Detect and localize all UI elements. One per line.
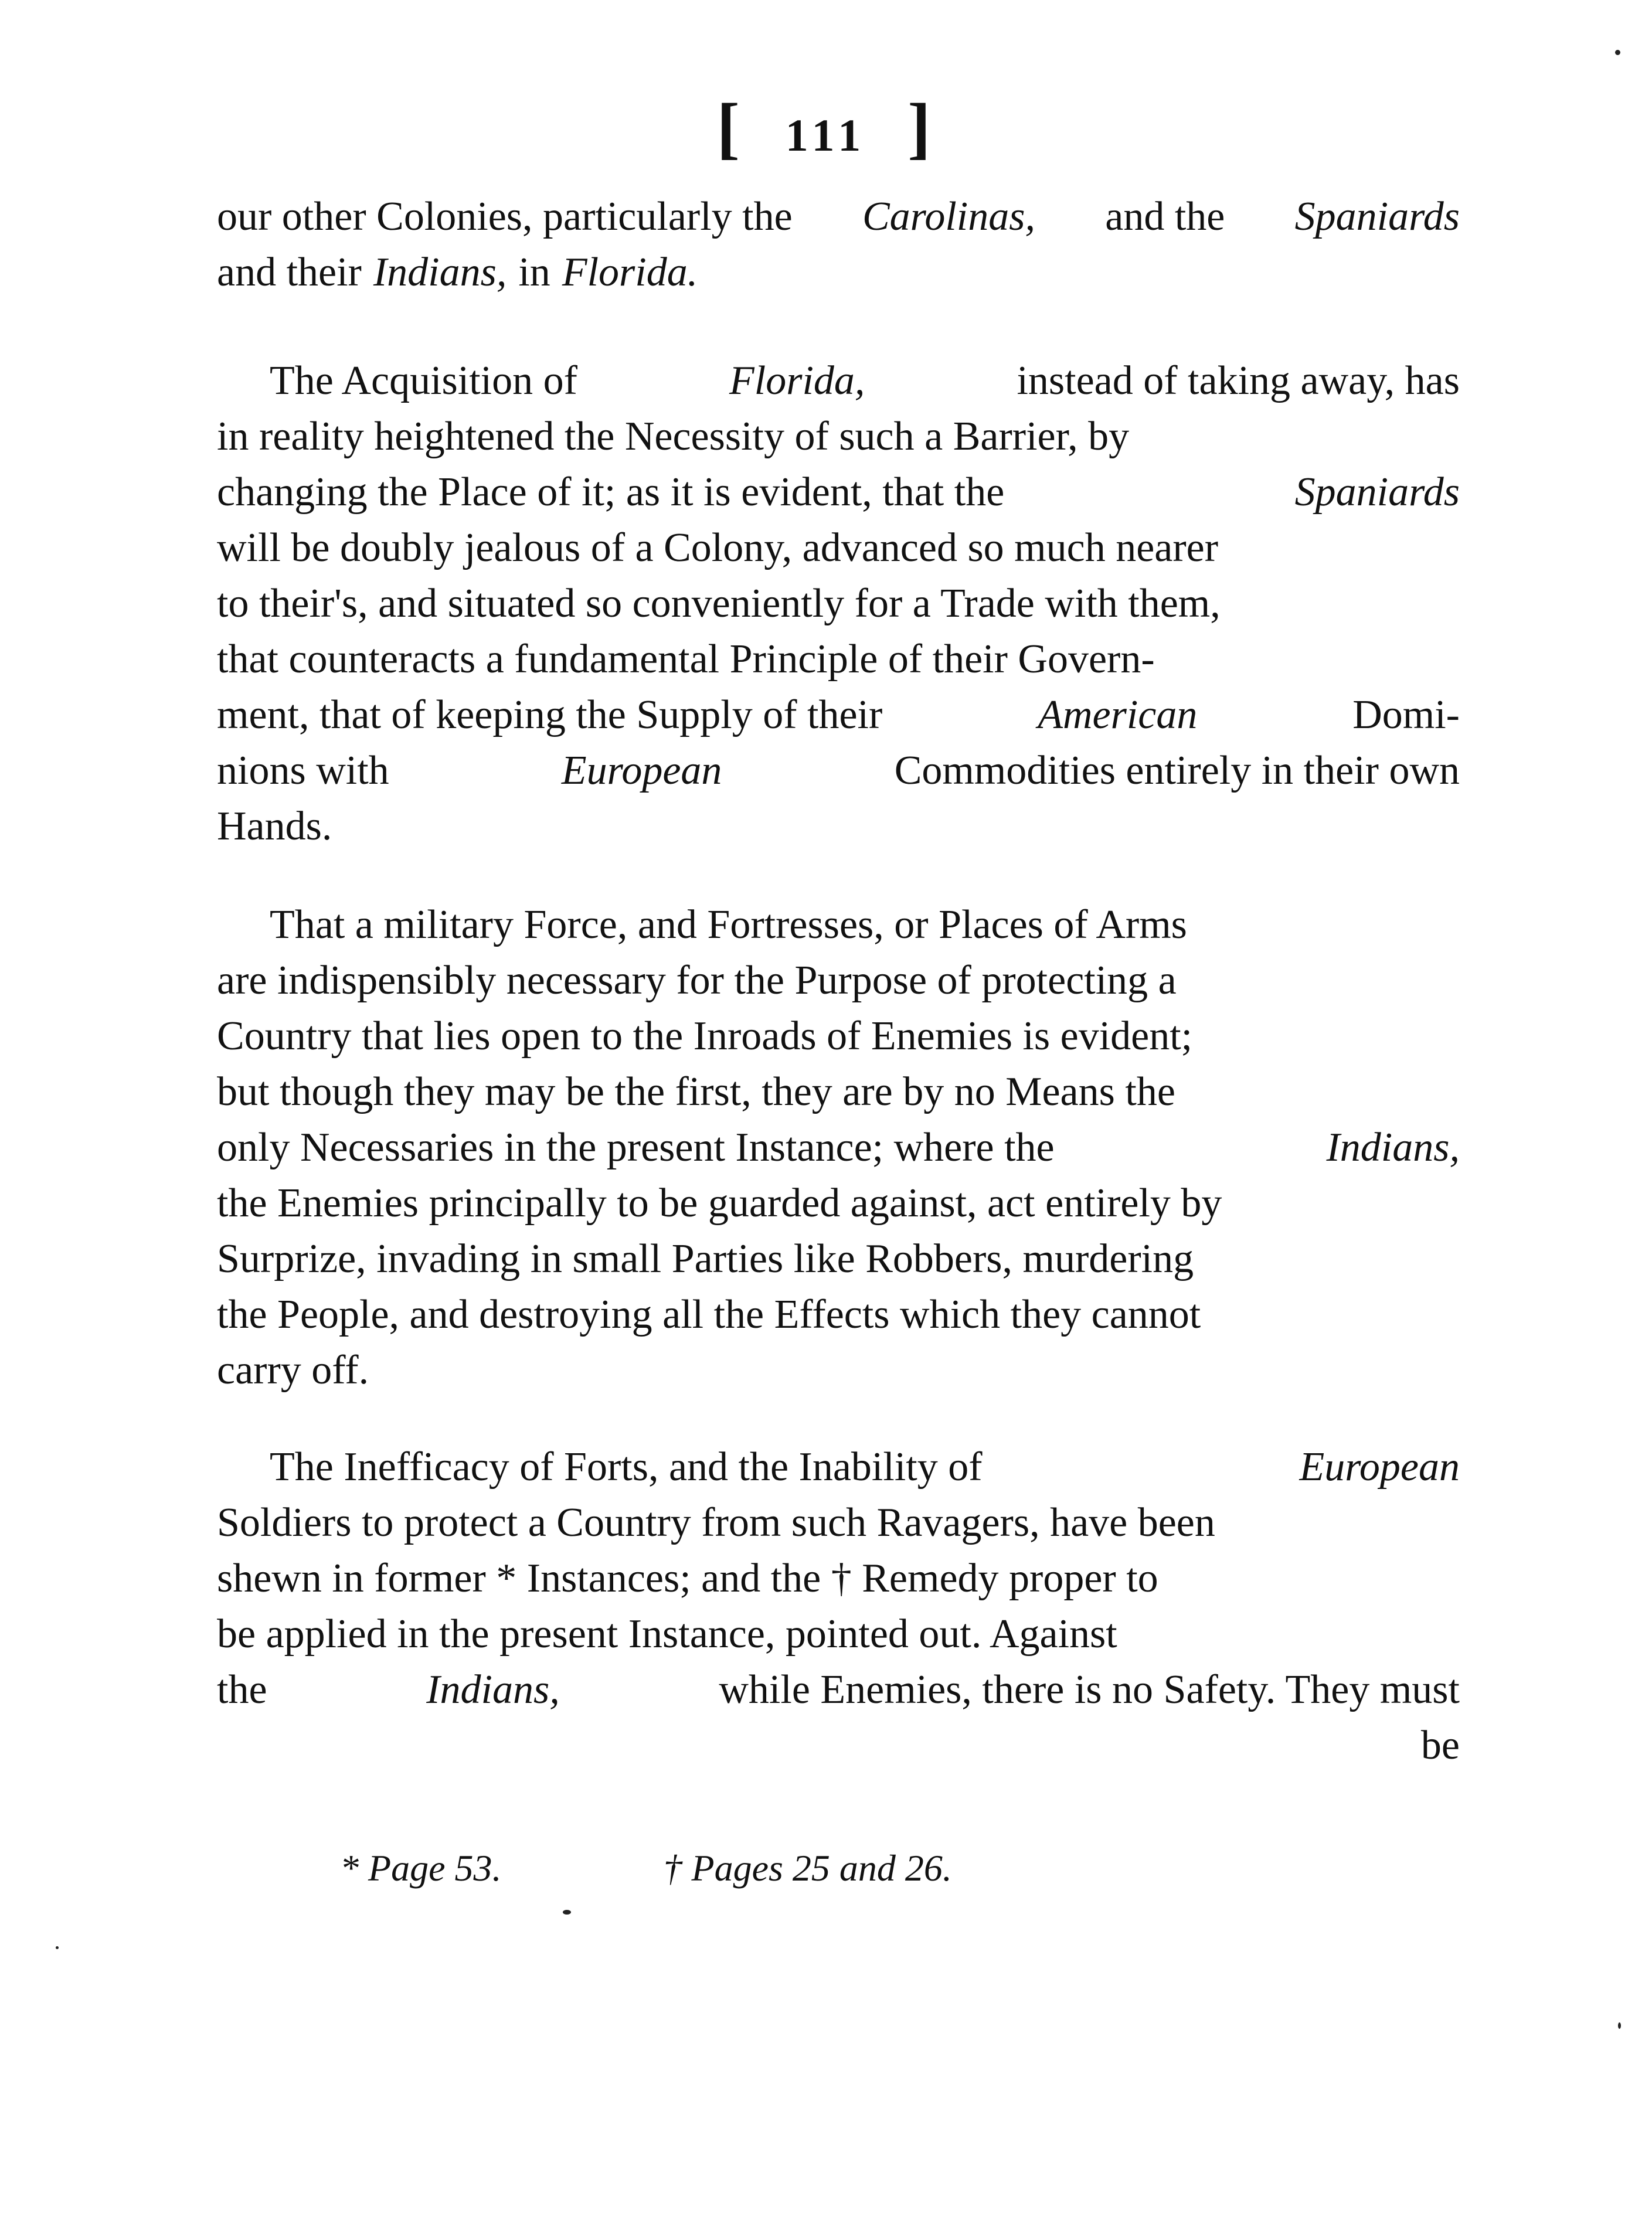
- page-header: [0, 88, 1652, 168]
- text-line: and their Indians, in Florida.: [217, 250, 698, 295]
- text-line: changing the Place of it; as it is evident, that the Spaniards: [217, 470, 1460, 515]
- text-line: The Inefficacy of Forts, and the Inability of European: [270, 1444, 1460, 1490]
- text-line: to their's, and situated so conveniently for a Trade with them,: [217, 581, 1221, 626]
- text-line: ment, that of keeping the Supply of their American Domi-: [217, 692, 1460, 737]
- text-line: Hands.: [217, 804, 332, 849]
- text-line: shewn in former * Instances; and the † Remedy proper to: [217, 1556, 1158, 1601]
- text-line: that counteracts a fundamental Principle of their Govern-: [217, 637, 1155, 682]
- text-line: Country that lies open to the Inroads of Enemies is evident;: [217, 1014, 1193, 1059]
- text-line: The Acquisition of Florida, instead of taking away, has: [270, 358, 1460, 403]
- scan-speck: [563, 1910, 571, 1915]
- text-line: will be doubly jealous of a Colony, advanced so much nearer: [217, 525, 1219, 570]
- text-line: only Necessaries in the present Instance; where the Indians,: [217, 1125, 1460, 1170]
- text-line: be applied in the present Instance, pointed out. Against: [217, 1611, 1117, 1657]
- text-line: That a military Force, and Fortresses, or Places of Arms: [270, 902, 1187, 947]
- scan-speck: [1615, 50, 1620, 55]
- text-line: Soldiers to protect a Country from such Ravagers, have been: [217, 1500, 1215, 1545]
- text-line: but though they may be the first, they are by no Means the: [217, 1069, 1175, 1114]
- scan-speck: [56, 1946, 59, 1949]
- paragraph-1: [217, 189, 1460, 300]
- text-line: carry off.: [217, 1348, 369, 1393]
- text-line: the Enemies principally to be guarded against, act entirely by: [217, 1181, 1222, 1226]
- scan-speck: [1618, 2022, 1621, 2029]
- footnotes: [340, 1847, 952, 1890]
- text-line: nions with European Commodities entirely in their own: [217, 748, 1460, 793]
- text-line: in reality heightened the Necessity of such a Barrier, by: [217, 414, 1130, 459]
- paragraph-2: [217, 353, 1460, 854]
- text-line: our other Colonies, particularly the Carolinas, and the Spaniards: [217, 194, 1460, 239]
- page-number: 111: [785, 110, 867, 161]
- header-open-bracket: [: [716, 89, 745, 166]
- catchword: be: [1420, 1723, 1460, 1768]
- text-line: the Indians, while Enemies, there is no Safety. They must: [217, 1667, 1460, 1712]
- text-line: are indispensibly necessary for the Purpose of protecting a: [217, 958, 1177, 1003]
- text-line: Surprize, invading in small Parties like Robbers, murdering: [217, 1236, 1194, 1281]
- footnote-1: * Page 53.: [340, 1847, 502, 1889]
- header-close-bracket: ]: [907, 89, 936, 166]
- paragraph-3: [217, 897, 1460, 1398]
- text-line: the People, and destroying all the Effects which they cannot: [217, 1292, 1201, 1337]
- paragraph-4: [217, 1439, 1460, 1773]
- footnote-2: † Pages 25 and 26.: [663, 1847, 952, 1889]
